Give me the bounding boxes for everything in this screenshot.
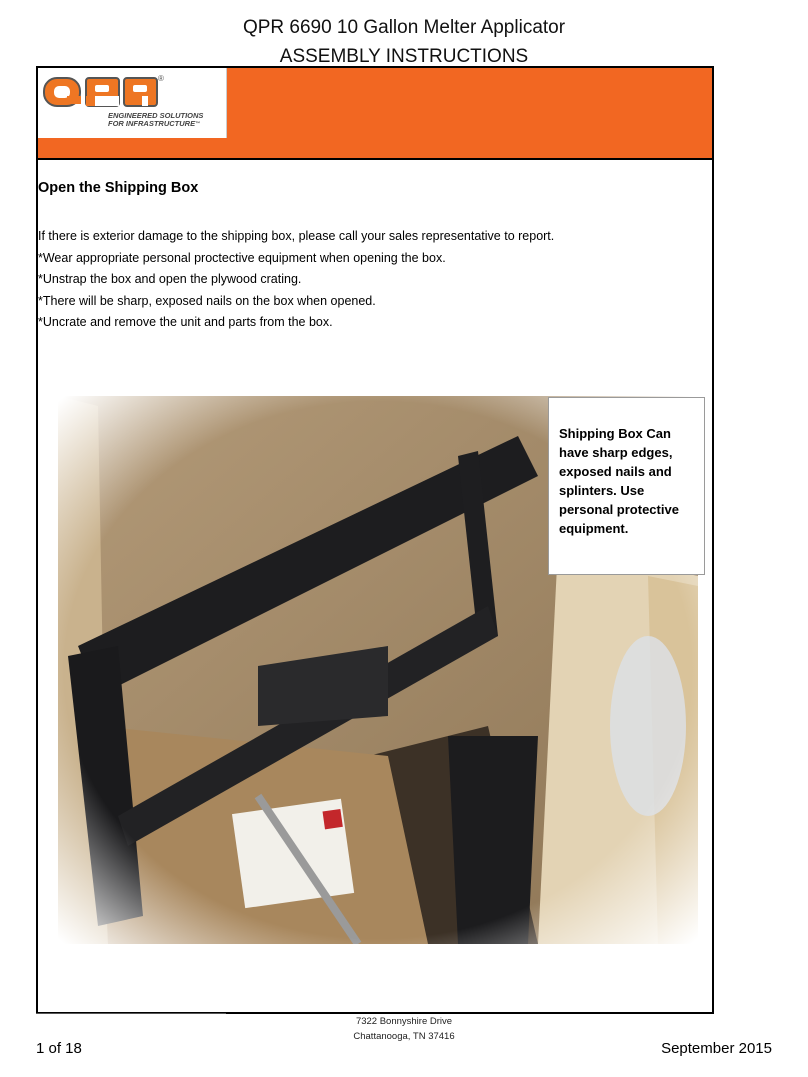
logo-tagline bbox=[108, 112, 203, 128]
instruction-line: *Uncrate and remove the unit and parts from the box. bbox=[38, 315, 333, 329]
footer-date: September 2015 bbox=[661, 1040, 772, 1057]
document-title: QPR 6690 10 Gallon Melter Applicator bbox=[242, 17, 566, 38]
instruction-text bbox=[38, 226, 554, 334]
instruction-line: *There will be sharp, exposed nails on the box when opened. bbox=[38, 293, 376, 308]
footer-address-line1: 7322 Bonnyshire Drive bbox=[355, 1016, 453, 1027]
footer-rule bbox=[36, 1013, 226, 1014]
logo-registered-mark: ® bbox=[158, 74, 164, 83]
section-heading: Open the Shipping Box bbox=[38, 180, 199, 196]
logo-tagline-line1: ENGINEERED SOLUTIONS bbox=[108, 111, 204, 120]
footer-address-line2: Chattanooga, TN 37416 bbox=[353, 1031, 455, 1042]
instruction-line: *Wear appropriate personal proctective equipment when opening the box. bbox=[38, 250, 446, 265]
warning-callout: Shipping Box Can have sharp edges, exposed nails and splinters. Use personal protective equipment. bbox=[548, 397, 705, 575]
page-number: 1 of 18 bbox=[36, 1040, 82, 1057]
header-banner bbox=[38, 68, 712, 160]
instruction-line: *Unstrap the box and open the plywood crating. bbox=[38, 272, 302, 286]
document-subtitle: ASSEMBLY INSTRUCTIONS bbox=[279, 46, 529, 67]
qpr-logo bbox=[38, 68, 227, 138]
instruction-line: If there is exterior damage to the shipping box, please call your sales representative to report. bbox=[38, 229, 555, 243]
logo-tagline-line2: FOR INFRASTRUCTURE™ bbox=[108, 119, 201, 128]
